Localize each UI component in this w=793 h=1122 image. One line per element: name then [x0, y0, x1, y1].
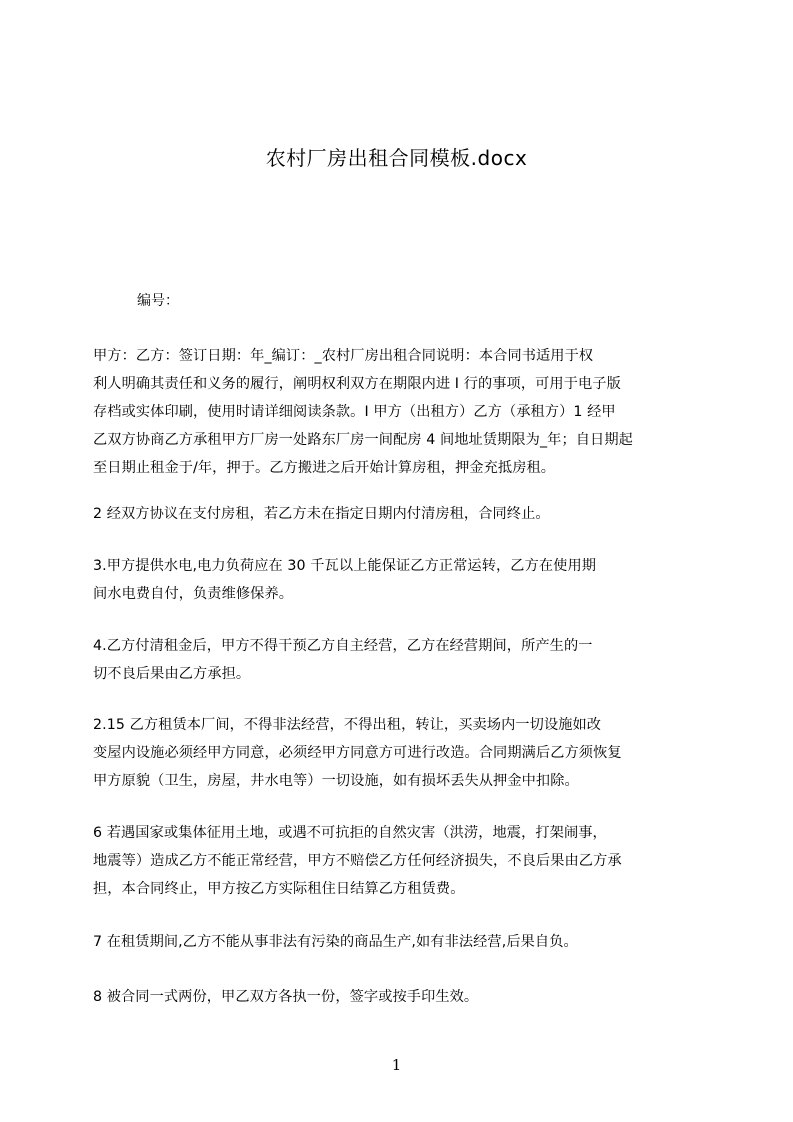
paragraph-line: 7 在租赁期间,乙方不能从事非法有污染的商品生产,如有非法经营,后果自负。: [93, 934, 578, 950]
paragraph-clause-4: [93, 632, 708, 688]
paragraph-line: 4.乙方付清租金后，甲方不得干预乙方自主经营，乙方在经营期间，所产生的一: [93, 638, 593, 654]
paragraph-line: 2.15 乙方租赁本厂间，不得非法经营，不得出租，转让，买卖场内一切设施如改: [93, 717, 602, 733]
paragraph-line: 利人明确其责任和义务的履行，阐明权利双方在期限内进 I 行的事项，可用于电子版: [93, 376, 621, 392]
paragraph-clause-2-15: [93, 711, 708, 795]
paragraph-clause-3: [93, 552, 708, 608]
paragraph-line: 地震等）造成乙方不能正常经营，甲方不赔偿乙方任何经济损失，不良后果由乙方承: [93, 853, 622, 869]
document-title: 农村厂房出租合同模板.docx: [265, 146, 528, 170]
paragraph-line: 变屋内设施必须经甲方同意，必须经甲方同意方可进行改造。合同期满后乙方须恢复: [93, 745, 622, 761]
paragraph-clause-8: [93, 983, 708, 1011]
paragraph-line: 间水电费自付，负责维修保养。: [93, 586, 294, 602]
paragraph-line: 甲方：乙方：签订日期：年_编订：_农村厂房出租合同说明：本合同书适用于权: [93, 348, 594, 364]
paragraph-line: 3.甲方提供水电,电力负荷应在 30 千瓦以上能保证乙方正常运转，乙方在使用期: [93, 558, 597, 574]
paragraph-clause-2: [93, 500, 708, 528]
paragraph-line: 8 被合同一式两份，甲乙双方各执一份，签字或按手印生效。: [93, 989, 479, 1005]
paragraph-line: 6 若遇国家或集体征用土地，或遇不可抗拒的自然灾害（洪涝，地震，打架闹事，: [93, 825, 607, 841]
paragraph-clause-6: [93, 819, 708, 903]
paragraph-line: 切不良后果由乙方承担。: [93, 666, 251, 682]
paragraph-line: 乙双方协商乙方承租甲方厂房一处路东厂房一间配房 4 间地址赁期限为_年；自日期起: [93, 432, 633, 448]
paragraph-line: 至日期止租金于/年，押于。乙方搬进之后开始计算房租，押金充抵房租。: [93, 460, 556, 476]
paragraph-line: 甲方原貌（卫生，房屋，井水电等）一切设施，如有损坏丢失从押金中扣除。: [93, 773, 579, 789]
paragraph-line: 担，本合同终止，甲方按乙方实际租住日结算乙方租赁费。: [93, 881, 465, 897]
document-number-label: 编号：: [137, 293, 179, 309]
paragraph-clause-7: [93, 928, 708, 956]
page-number: 1: [391, 1056, 402, 1074]
paragraph-line: 2 经双方协议在支付房租，若乙方未在指定日期内付清房租，合同终止。: [93, 506, 550, 522]
paragraph-intro: [93, 342, 708, 482]
paragraph-line: 存档或实体印刷，使用时请详细阅读条款。I 甲方（出租方）乙方（承租方）1 经甲: [93, 404, 616, 420]
